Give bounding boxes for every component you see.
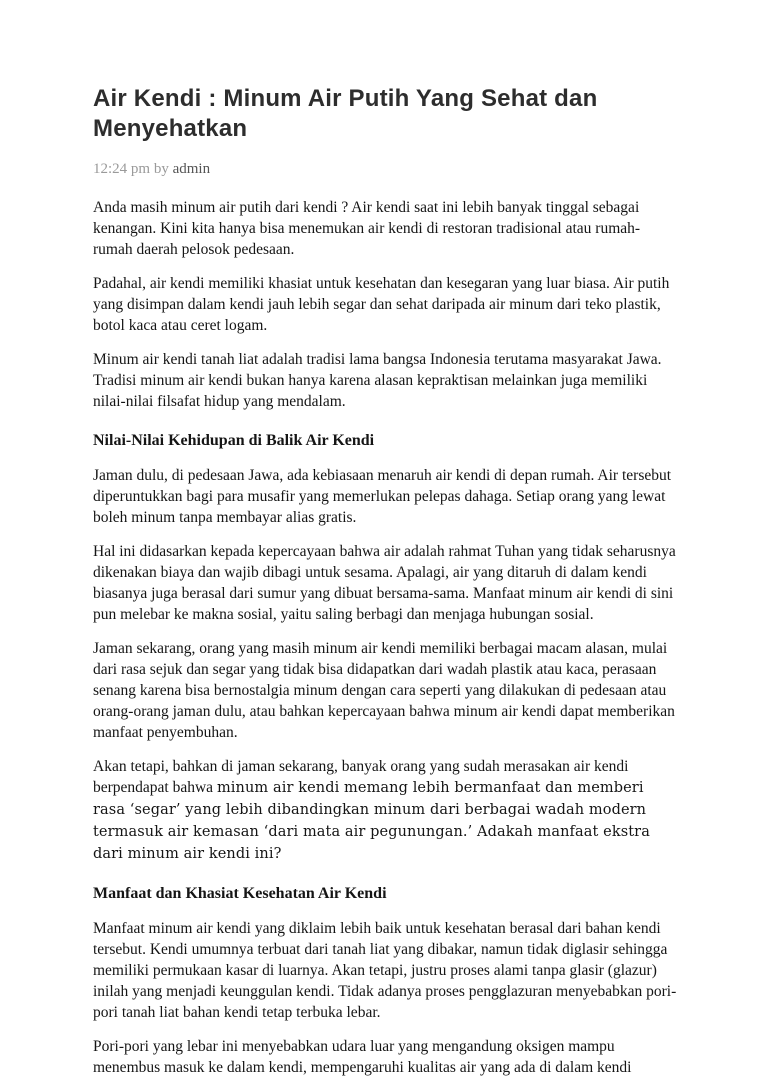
paragraph: Padahal, air kendi memiliki khasiat untuk kesehatan dan kesegaran yang luar biasa. Air putih yang disimpan dalam kendi jauh lebih segar dan sehat daripada air minum dari teko plastik, botol kaca atau ceret logam. <box>93 275 670 334</box>
section-heading: Manfaat dan Khasiat Kesehatan Air Kendi <box>93 885 387 902</box>
post-meta <box>93 160 678 178</box>
paragraph: Jaman sekarang, orang yang masih minum air kendi memiliki berbagai macam alasan, mulai dari rasa sejuk dan segar yang tidak bisa didapatkan dari wadah plastik atau kaca, perasaan senang karena bisa bernostalgia minum dengan cara seperti yang dilakukan di pedesaan atau orang-orang jaman dulu, atau bahkan kepercayaan bahwa minum air kendi dapat memberikan manfaat penyembuhan. <box>93 640 675 741</box>
post-time: 12:24 pm by <box>93 161 173 177</box>
author-link[interactable]: admin <box>172 161 211 177</box>
paragraph-part-alt-font: minum air kendi memang lebih bermanfaat dan memberi rasa ‘segar’ yang lebih dibandingkan minum dari berbagai wadah modern termasuk air kemasan ‘dari mata air pegunungan.’ Adakah manfaat ekstra dari minum air kendi ini? <box>93 780 650 862</box>
paragraph-part-serif: Akan tetapi, bahkan di jaman sekarang, banyak orang yang sudah merasakan air kendi berpendapat bahwa <box>93 758 629 796</box>
paragraph: Hal ini didasarkan kepada kepercayaan bahwa air adalah rahmat Tuhan yang tidak seharusnya dikenakan biaya dan wajib dibagi untuk sesama. Apalagi, air yang ditaruh di dalam kendi biasanya juga berasal dari sumur yang dibuat bersama-sama. Manfaat minum air kendi di sini pun melebar ke makna sosial, yaitu saling berbagi dan menjaga hubungan sosial. <box>93 543 676 623</box>
article <box>93 84 678 1091</box>
paragraph: Jaman dulu, di pedesaan Jawa, ada kebiasaan menaruh air kendi di depan rumah. Air tersebut diperuntukkan bagi para musafir yang memerlukan pelepas dahaga. Setiap orang yang lewat boleh minum tanpa membayar alias gratis. <box>93 467 672 526</box>
paragraph: Anda masih minum air putih dari kendi ? Air kendi saat ini lebih banyak tinggal sebagai kenangan. Kini kita hanya bisa menemukan air kendi di restoran tradisional atau rumah-rumah daerah pelosok pedesaan. <box>93 199 641 258</box>
paragraph: Pori-pori yang lebar ini menyebabkan udara luar yang mengandung oksigen mampu menembus masuk ke dalam kendi, mempengaruhi kualitas air yang ada di dalam kendi <box>93 1038 632 1076</box>
paragraph-mixed-font <box>93 756 678 865</box>
section-heading: Nilai-Nilai Kehidupan di Balik Air Kendi <box>93 432 375 449</box>
article-body <box>93 197 678 1078</box>
paragraph: Minum air kendi tanah liat adalah tradisi lama bangsa Indonesia terutama masyarakat Jawa. Tradisi minum air kendi bukan hanya karena alasan kepraktisan melainkan juga memiliki nilai-nilai filsafat hidup yang mendalam. <box>93 351 662 410</box>
page-title: Air Kendi : Minum Air Putih Yang Sehat dan Menyehatkan <box>93 85 598 142</box>
paragraph: Manfaat minum air kendi yang diklaim lebih baik untuk kesehatan berasal dari bahan kendi tersebut. Kendi umumnya terbuat dari tanah liat yang dibakar, namun tidak diglasir sehingga memiliki permukaan kasar di luarnya. Akan tetapi, justru proses alami tanpa glasir (glazur) inilah yang menjadi keunggulan kendi. Tidak adanya proses pengglazuran menyebabkan pori-pori tanah liat bahan kendi tetap terbuka lebar. <box>93 920 677 1021</box>
